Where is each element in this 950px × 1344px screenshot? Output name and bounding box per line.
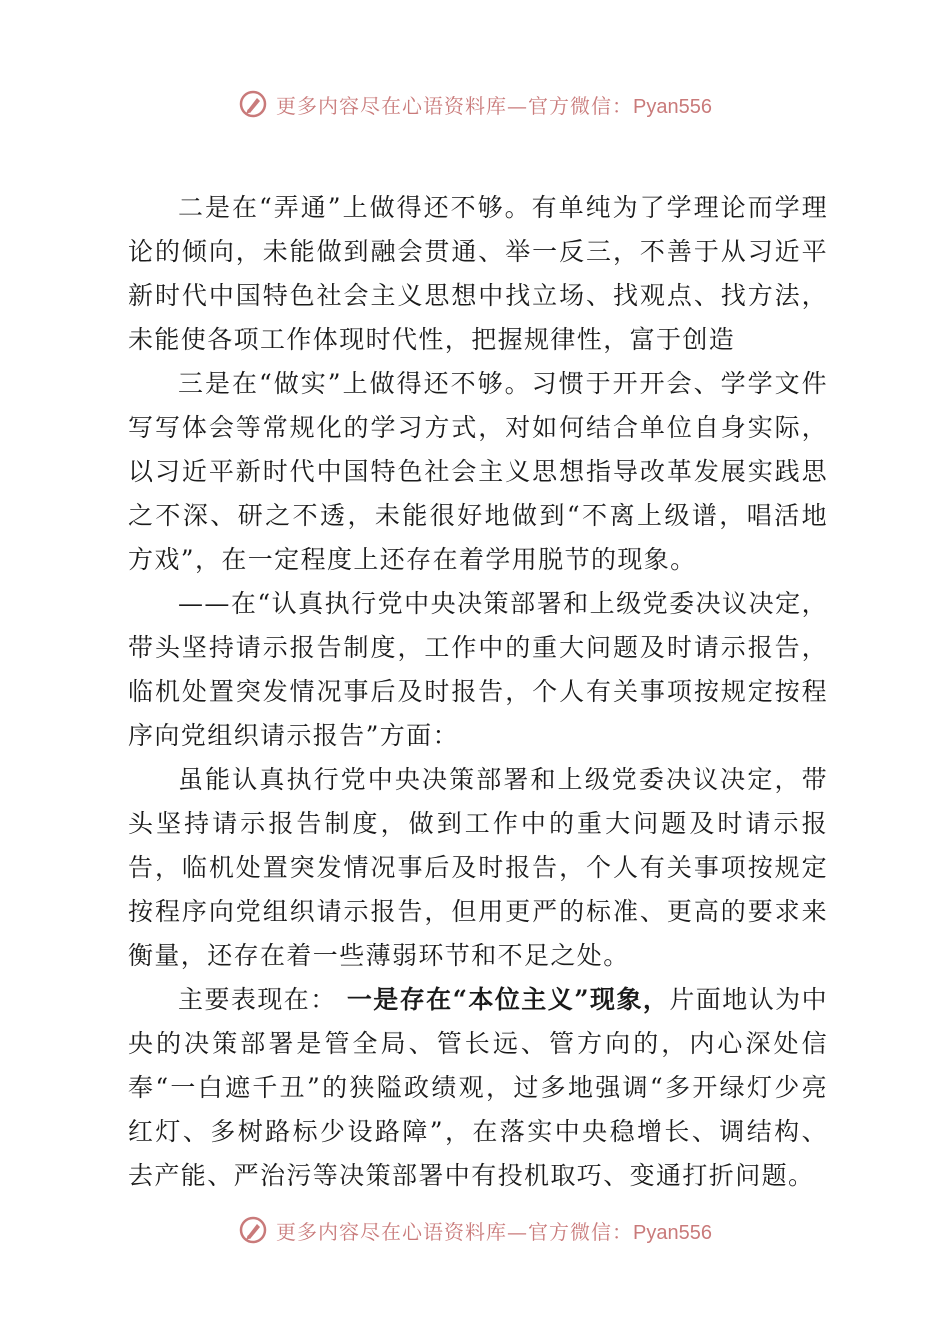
paragraph-1: 二是在“弄通”上做得还不够。有单纯为了学理论而学理论的倾向，未能做到融会贯通、举一反三，不善于从习近平新时代中国特色社会主义思想中找立场、找观点、找方法，未能使各项工作体现时代性，把握规律性，富于创造: [128, 193, 828, 354]
watermark-wechat-id: Pyan556: [633, 1221, 712, 1244]
watermark-label: 更多内容尽在心语资料库—官方微信：: [276, 1219, 634, 1244]
paragraph-2: 三是在“做实”上做得还不够。习惯于开开会、学学文件写写体会等常规化的学习方式，对如何结合单位自身实际，以习近平新时代中国特色社会主义思想指导改革发展实践思之不深、研之不透，未能很好地做到“不离上级谱，唱活地方戏”，在一定程度上还存在着学用脱节的现象。: [128, 369, 828, 574]
paragraph-4: 虽能认真执行党中央决策部署和上级党委决议决定，带头坚持请示报告制度，做到工作中的重大问题及时请示报告，临机处置突发情况事后及时报告，个人有关事项按规定按程序向党组织请示报告，但用更严的标准、更高的要求来衡量，还存在着一些薄弱环节和不足之处。: [128, 765, 828, 970]
paragraph-3: ——在“认真执行党中央决策部署和上级党委决议决定，带头坚持请示报告制度，工作中的重大问题及时请示报告，临机处置突发情况事后及时报告，个人有关事项按规定按程序向党组织请示报告”方面：: [128, 589, 828, 750]
paragraph-5-lead: 主要表现在：: [178, 985, 337, 1014]
watermark-text: [276, 90, 712, 119]
paragraph-5-bold: 一是存在“本位主义”现象，: [336, 985, 670, 1014]
paragraph-5: [128, 978, 828, 1198]
watermark-text: [276, 1216, 712, 1245]
paragraph-5-rest: 片面地认为中央的决策部署是管全局、管长远、管方向的，内心深处信奉“一白遮千丑”的狭隘政绩观，过多地强调“多开绿灯少亮红灯、多树路标少设路障”，在落实中央稳增长、调结构、去产能、严治污等决策部署中有投机取巧、变通打折问题。: [128, 985, 828, 1190]
document-body: [128, 186, 828, 1198]
watermark-wechat-id: Pyan556: [633, 95, 712, 118]
footer-watermark: [0, 1210, 950, 1250]
pen-nib-logo-icon: [238, 89, 268, 119]
watermark-label: 更多内容尽在心语资料库—官方微信：: [276, 93, 634, 118]
pen-nib-logo-icon: [238, 1215, 268, 1245]
header-watermark: [0, 84, 950, 124]
